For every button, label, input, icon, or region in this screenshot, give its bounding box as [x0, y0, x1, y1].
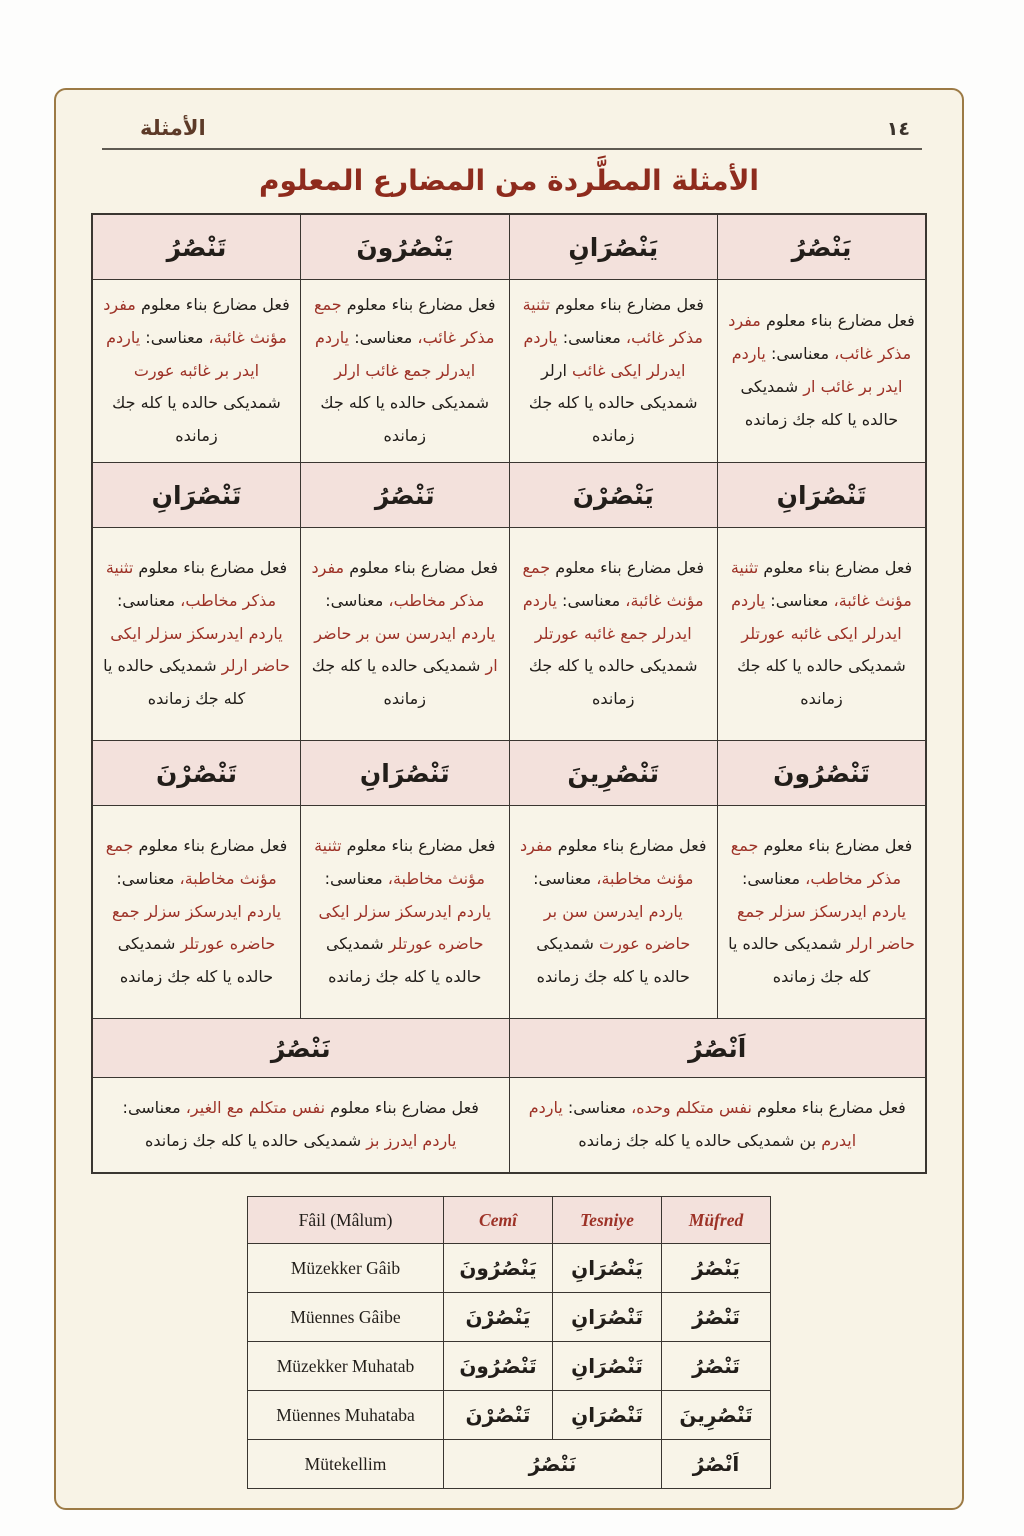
- description-highlight-text: جمع مذكر مخاطب،: [730, 836, 902, 888]
- description-highlight-text: ياردم ايدرسن سن بر حاضر ار: [314, 623, 498, 676]
- description-text: فعل مضارع بناء معلوم: [344, 558, 498, 577]
- summary-verb-form: يَنْصُرُونَ: [444, 1244, 553, 1293]
- description-text: معناسى:: [765, 590, 829, 610]
- description-highlight-text: نفس متكلم مع الغير،: [180, 1098, 326, 1118]
- description-highlight-text: تثنية مذكر مخاطب،: [105, 558, 277, 610]
- description-text: معناسى:: [325, 590, 384, 610]
- summary-row-label: Müzekker Muhatab: [248, 1342, 444, 1391]
- verb-form-header: تَنْصُرُونَ: [718, 741, 927, 806]
- verb-form-description: [509, 528, 718, 741]
- verb-form-header: تَنْصُرِينَ: [509, 741, 718, 806]
- verb-form-description: [301, 528, 510, 741]
- summary-row: [248, 1391, 771, 1440]
- description-text: شمديكى حالده يا كله جك زمانده: [311, 656, 481, 709]
- description-text: معناسى:: [140, 327, 204, 347]
- description-text: فعل مضارع بناء معلوم: [751, 1098, 906, 1118]
- description-text: شمديكى حالده يا كله جك زمانده: [536, 934, 690, 987]
- verb-form-description: [92, 806, 301, 1019]
- description-text: فعل مضارع بناء معلوم: [341, 295, 496, 314]
- summary-verb-form: تَنْصُرُ: [662, 1342, 771, 1391]
- header-rule: [102, 148, 922, 150]
- book-page: [54, 88, 964, 1510]
- description-highlight-text: ياردم ايدرز بز: [361, 1131, 457, 1150]
- description-highlight-text: ياردم ايدرلر ايكى غائبه عورتلر: [731, 590, 902, 643]
- description-highlight-text: ياردم ايدر بر غائبه عورت: [106, 327, 260, 380]
- description-highlight-text: ياردم ايدر بر غائب ار: [731, 344, 903, 396]
- summary-row: [248, 1440, 771, 1489]
- section-title: الأمثلة: [140, 116, 206, 140]
- verb-form-description: [509, 280, 718, 463]
- summary-verb-form: تَنْصُرُ: [662, 1293, 771, 1342]
- verb-form-description: [92, 528, 301, 741]
- verb-form-description: [301, 280, 510, 463]
- description-text: فعل مضارع بناء معلوم: [758, 836, 913, 855]
- page-number: ١٤: [886, 118, 910, 140]
- summary-verb-form: يَنْصُرَانِ: [553, 1244, 662, 1293]
- description-text: شمديكى حالده يا كله جك زمانده: [103, 656, 246, 709]
- description-highlight-text: ياردم ايدرسكز سزلر جمع حاضر ارلر: [736, 901, 915, 954]
- description-text: معناسى:: [562, 1098, 626, 1118]
- description-highlight-text: جمع مؤنث غائبة،: [522, 558, 704, 610]
- verb-form-header: تَنْصُرْنَ: [92, 741, 301, 806]
- description-highlight-text: ياردم ايدرسكز سزلر جمع حاضره عورتلر: [111, 901, 282, 954]
- description-text: معناسى:: [349, 327, 413, 347]
- verb-form-header: تَنْصُرَانِ: [718, 463, 927, 528]
- description-text: فعل مضارع بناء معلوم: [133, 836, 288, 855]
- description-highlight-text: تثنية مؤنث غائبة،: [730, 558, 912, 610]
- description-highlight-text: جمع مذكر غائب،: [313, 295, 495, 347]
- summary-verb-form: يَنْصُرُ: [662, 1244, 771, 1293]
- verb-form-header: نَنْصُرُ: [92, 1019, 509, 1078]
- summary-row: [248, 1244, 771, 1293]
- summary-row-label: Müennes Gâibe: [248, 1293, 444, 1342]
- verb-form-description: [718, 806, 927, 1019]
- description-text: شمديكى حالده يا كله جك زمانده: [112, 393, 281, 446]
- summary-row: [248, 1293, 771, 1342]
- description-highlight-text: ياردم ايدرسكز سزلر ايكى حاضر ارلر: [110, 623, 290, 676]
- description-text: معناسى:: [324, 868, 383, 888]
- description-highlight-text: تثنية مذكر غائب،: [522, 295, 703, 347]
- description-highlight-text: مفرد مؤنث مخاطبة،: [520, 836, 694, 888]
- description-highlight-text: ياردم ايدرسن سن بر حاضره عورت: [543, 901, 691, 954]
- description-text: معناسى:: [116, 590, 176, 610]
- verb-form-header: تَنْصُرَانِ: [92, 463, 301, 528]
- summary-column-header: Tesniye: [553, 1197, 662, 1244]
- summary-column-header: Fâil (Mâlum): [248, 1197, 444, 1244]
- summary-verb-form: تَنْصُرَانِ: [553, 1391, 662, 1440]
- verb-form-description: [92, 1078, 509, 1174]
- description-text: شمديكى حالده يا كله جك زمانده: [325, 934, 482, 987]
- page-title: الأمثلة المطَّردة من المضارع المعلوم: [258, 164, 760, 197]
- summary-verb-form: يَنْصُرْنَ: [444, 1293, 553, 1342]
- summary-row: [248, 1342, 771, 1391]
- description-highlight-text: جمع مؤنث مخاطبة،: [105, 836, 277, 888]
- description-text: شمديكى حالده يا كله جك زمانده: [144, 1131, 362, 1150]
- description-text: معناسى:: [122, 1098, 181, 1118]
- description-text: شمديكى حالده يا كله جك زمانده: [320, 393, 490, 446]
- verb-form-header: يَنْصُرَانِ: [509, 214, 718, 280]
- summary-row-label: Mütekellim: [248, 1440, 444, 1489]
- verb-form-header: يَنْصُرُ: [718, 214, 927, 280]
- description-highlight-text: ياردم ايدرلر ايكى غائب: [523, 327, 686, 380]
- description-highlight-text: مفرد مؤنث غائبة،: [103, 295, 287, 347]
- verb-form-header: تَنْصُرُ: [92, 214, 301, 280]
- description-text: فعل مضارع بناء معلوم: [758, 558, 913, 577]
- description-text: فعل مضارع بناء معلوم: [552, 836, 707, 855]
- description-text: معناسى:: [741, 868, 801, 888]
- summary-verb-form: تَنْصُرْنَ: [444, 1391, 553, 1440]
- summary-table: [247, 1196, 771, 1489]
- summary-verb-form: تَنْصُرِينَ: [662, 1391, 771, 1440]
- description-text: فعل مضارع بناء معلوم: [550, 295, 704, 314]
- description-text: معناسى:: [765, 344, 830, 364]
- description-highlight-text: مفرد مذكر مخاطب،: [311, 558, 485, 610]
- conjugation-table: [91, 213, 927, 1174]
- description-highlight-text: تثنية مؤنث مخاطبة،: [314, 836, 485, 888]
- description-highlight-text: ياردم ايدرم: [528, 1098, 857, 1150]
- description-text: معناسى:: [533, 868, 592, 888]
- verb-form-description: [92, 280, 301, 463]
- description-text: شمديكى حالده يا كله جك زمانده: [528, 656, 698, 709]
- description-highlight-text: مفرد مذكر غائب،: [728, 311, 912, 364]
- summary-verb-form: تَنْصُرُونَ: [444, 1342, 553, 1391]
- summary-column-header: Müfred: [662, 1197, 771, 1244]
- summary-verb-form: اَنْصُرُ: [662, 1440, 771, 1489]
- running-head: [56, 90, 962, 140]
- verb-form-header: تَنْصُرَانِ: [301, 741, 510, 806]
- summary-row-label: Müzekker Gâib: [248, 1244, 444, 1293]
- description-text: شمديكى حالده يا كله جك زمانده: [728, 934, 871, 987]
- description-text: معناسى:: [557, 327, 621, 347]
- summary-verb-form: تَنْصُرَانِ: [553, 1293, 662, 1342]
- description-text: ارلر شمديكى حالده يا كله جك زمانده: [528, 360, 698, 446]
- description-text: فعل مضارع بناء معلوم: [341, 836, 496, 855]
- description-text: معناسى:: [556, 590, 621, 610]
- verb-form-header: يَنْصُرْنَ: [509, 463, 718, 528]
- summary-verb-form: نَنْصُرُ: [444, 1440, 662, 1489]
- description-highlight-text: ياردم ايدرسكز سزلر ايكى حاضره عورتلر: [318, 901, 491, 954]
- verb-form-header: تَنْصُرُ: [301, 463, 510, 528]
- description-text: فعل مضارع بناء معلوم: [550, 558, 704, 577]
- description-highlight-text: ياردم ايدرلر جمع غائبه عورتلر: [522, 590, 692, 643]
- verb-form-header: اَنْصُرُ: [509, 1019, 926, 1078]
- description-text: بن شمديكى حالده يا كله جك زمانده: [578, 1131, 817, 1150]
- description-text: شمديكى حالده يا كله جك زمانده: [740, 377, 899, 429]
- description-text: فعل مضارع بناء معلوم: [133, 558, 288, 577]
- description-text: شمديكى حالده يا كله جك زمانده: [117, 934, 274, 987]
- verb-form-description: [509, 1078, 926, 1174]
- description-text: فعل مضارع بناء معلوم: [135, 295, 290, 314]
- verb-form-header: يَنْصُرُونَ: [301, 214, 510, 280]
- summary-column-header: Cemî: [444, 1197, 553, 1244]
- description-highlight-text: ياردم ايدرلر جمع غائب ارلر: [315, 327, 476, 380]
- description-text: فعل مضارع بناء معلوم: [760, 311, 915, 331]
- description-text: فعل مضارع بناء معلوم: [325, 1098, 479, 1118]
- verb-form-description: [509, 806, 718, 1019]
- verb-form-description: [301, 806, 510, 1019]
- description-highlight-text: نفس متكلم وحده،: [626, 1098, 752, 1118]
- summary-table-body: [248, 1197, 771, 1489]
- conjugation-table-body: [92, 214, 926, 1173]
- description-text: معناسى:: [116, 868, 175, 888]
- description-text: شمديكى حالده يا كله جك زمانده: [737, 656, 906, 709]
- verb-form-description: [718, 280, 927, 463]
- summary-verb-form: تَنْصُرَانِ: [553, 1342, 662, 1391]
- summary-row-label: Müennes Muhataba: [248, 1391, 444, 1440]
- verb-form-description: [718, 528, 927, 741]
